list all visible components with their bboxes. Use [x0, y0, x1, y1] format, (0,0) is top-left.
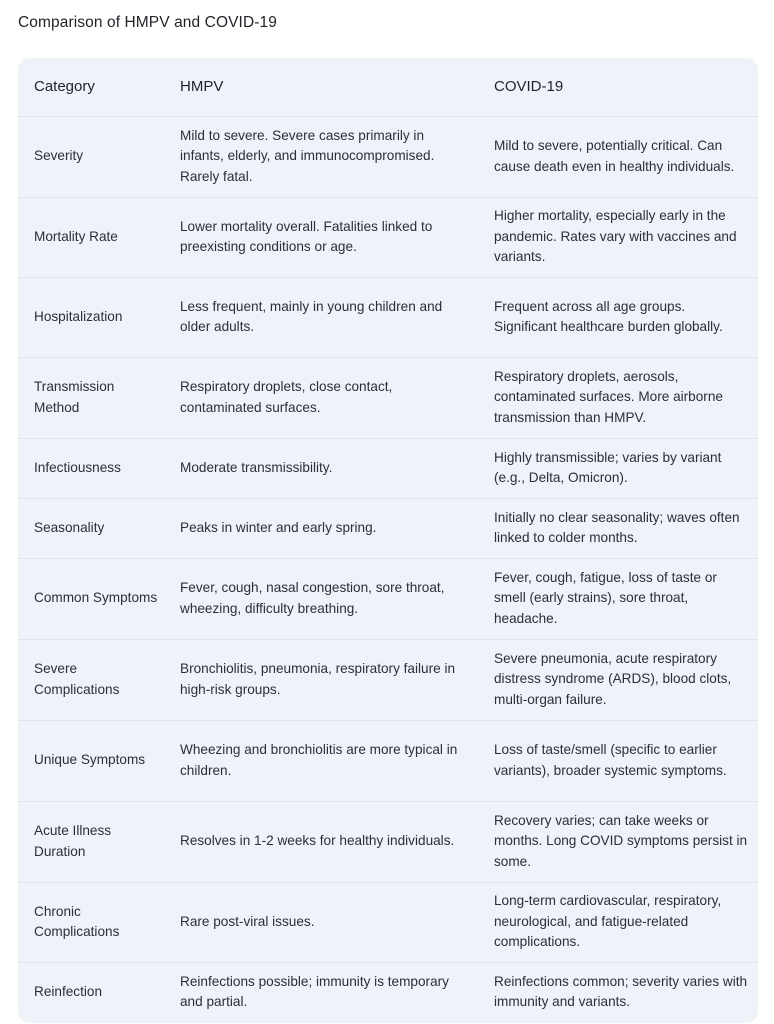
- row-covid: Highly transmissible; varies by variant (e.g., Delta, Omicron).: [494, 449, 722, 485]
- row-category: Chronic Complications: [34, 903, 120, 939]
- row-category: Acute Illness Duration: [34, 823, 112, 859]
- row-covid: Long-term cardiovascular, respiratory, neurological, and fatigue-related complications.: [494, 893, 722, 950]
- row-covid: Frequent across all age groups. Significant healthcare burden globally.: [494, 298, 723, 334]
- table-row: [18, 197, 758, 277]
- row-category: Hospitalization: [34, 308, 123, 324]
- row-covid: Reinfections common; severity varies with immunity and variants.: [494, 973, 748, 1010]
- table-header-row: [18, 58, 758, 116]
- row-hmpv: Resolves in 1-2 weeks for healthy individuals.: [180, 833, 455, 849]
- row-covid: Fever, cough, fatigue, loss of taste or smell (early strains), sore throat, headache.: [494, 569, 717, 626]
- row-category: Seasonality: [34, 519, 105, 535]
- row-covid: Loss of taste/smell (specific to earlier variants), broader systemic symptoms.: [494, 742, 727, 778]
- table-row: [18, 801, 758, 882]
- table-row: [18, 498, 758, 558]
- table-row: [18, 720, 758, 801]
- row-hmpv: Mild to severe. Severe cases primarily in infants, elderly, and immunocompromised. Rarely fatal.: [180, 127, 435, 184]
- row-hmpv: Reinfections possible; immunity is temporary and partial.: [180, 973, 449, 1010]
- header-category: Category: [34, 78, 95, 96]
- row-hmpv: Fever, cough, nasal congestion, sore throat, wheezing, difficulty breathing.: [180, 580, 445, 616]
- row-hmpv: Moderate transmissibility.: [180, 459, 333, 475]
- table-row: [18, 962, 758, 1022]
- row-hmpv: Less frequent, mainly in young children and older adults.: [180, 298, 443, 334]
- table-row: [18, 357, 758, 438]
- row-category: Unique Symptoms: [34, 752, 146, 768]
- header-hmpv: HMPV: [180, 78, 224, 96]
- row-hmpv: Bronchiolitis, pneumonia, respiratory failure in high-risk groups.: [180, 661, 456, 697]
- row-hmpv: Peaks in winter and early spring.: [180, 519, 377, 535]
- comparison-table-grid: [18, 58, 758, 1022]
- row-covid: Higher mortality, especially early in the pandemic. Rates vary with vaccines and variants.: [494, 208, 737, 265]
- page-title: Comparison of HMPV and COVID-19: [18, 14, 277, 31]
- row-category: Common Symptoms: [34, 590, 158, 606]
- row-covid: Severe pneumonia, acute respiratory distress syndrome (ARDS), blood clots, multi-organ failure.: [494, 650, 732, 707]
- row-category: Severity: [34, 148, 84, 164]
- row-covid: Mild to severe, potentially critical. Can cause death even in healthy individuals.: [494, 138, 735, 174]
- row-covid: Initially no clear seasonality; waves often linked to colder months.: [494, 509, 740, 545]
- table-row: [18, 277, 758, 357]
- row-category: Mortality Rate: [34, 228, 118, 244]
- row-category: Severe Complications: [34, 661, 120, 697]
- comparison-table: [18, 58, 758, 1023]
- row-hmpv: Lower mortality overall. Fatalities linked to preexisting conditions or age.: [180, 218, 433, 254]
- table-row: [18, 116, 758, 197]
- table-row: [18, 558, 758, 639]
- row-category: Infectiousness: [34, 459, 121, 475]
- row-hmpv: Respiratory droplets, close contact, contaminated surfaces.: [180, 379, 393, 415]
- header-covid: COVID-19: [494, 78, 564, 96]
- row-category: Reinfection: [34, 984, 103, 999]
- row-covid: Respiratory droplets, aerosols, contaminated surfaces. More airborne transmission than HMPV.: [494, 368, 723, 425]
- table-row: [18, 438, 758, 498]
- row-hmpv: Wheezing and bronchiolitis are more typical in children.: [180, 742, 458, 778]
- table-row: [18, 882, 758, 962]
- row-hmpv: Rare post-viral issues.: [180, 913, 315, 929]
- table-row: [18, 639, 758, 720]
- row-covid: Recovery varies; can take weeks or months. Long COVID symptoms persist in some.: [494, 812, 748, 869]
- row-category: Transmission Method: [34, 379, 115, 415]
